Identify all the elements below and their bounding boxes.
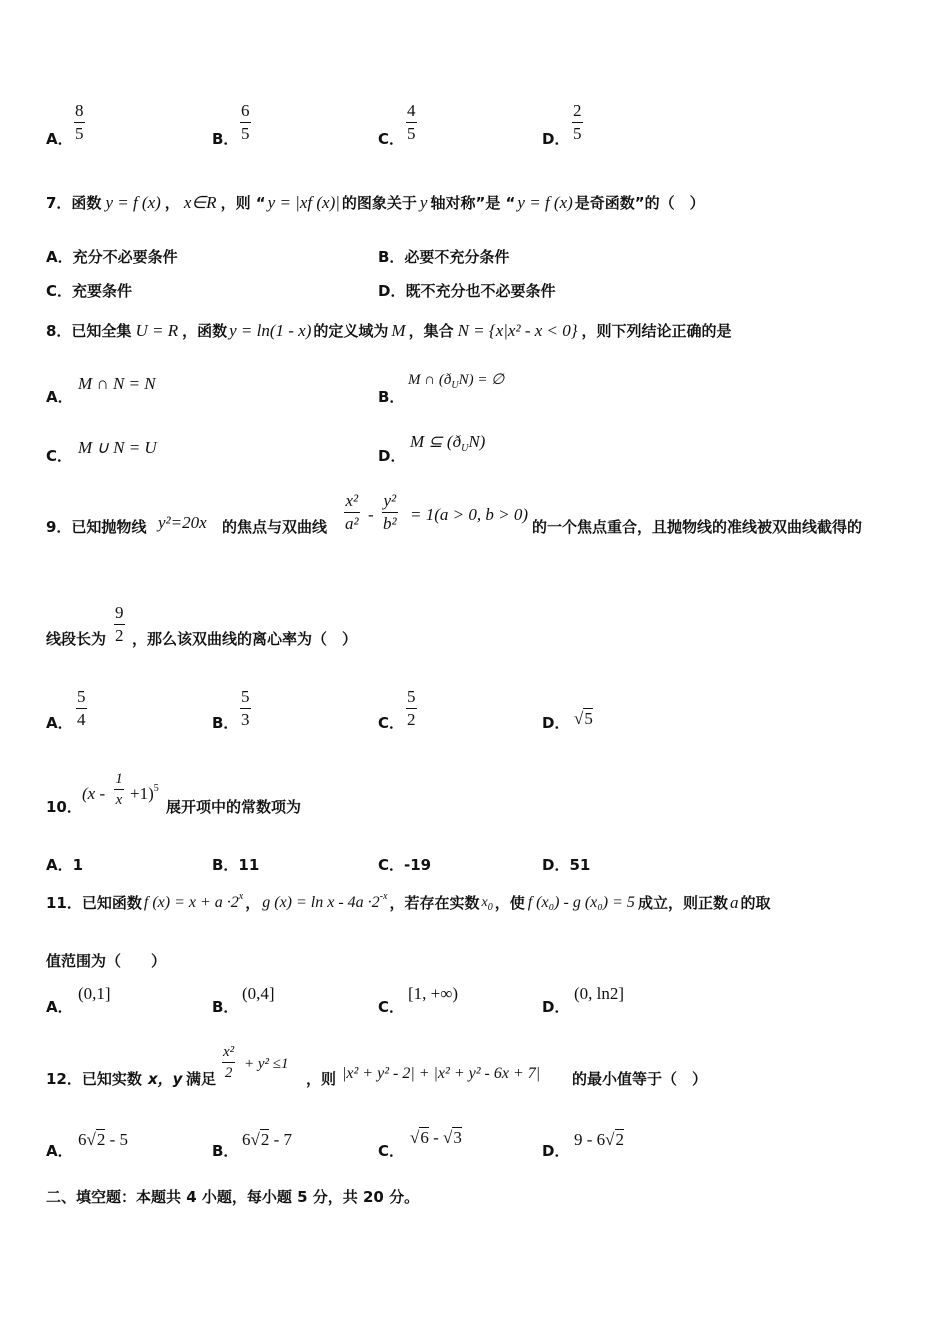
q10-expr-fraction: 1 x: [115, 771, 123, 808]
q10-option-d: D．51: [542, 856, 591, 874]
q6-d-label: D．: [542, 130, 570, 148]
q12-b-label: B．: [212, 1142, 239, 1160]
q12-text-2: ，则: [306, 1070, 337, 1088]
q6-a-fraction: 8 5: [75, 101, 84, 143]
q8-c-label: C．: [46, 447, 73, 465]
q9-c-fraction: 5 2: [407, 687, 416, 729]
q9-text-1: 的焦点与双曲线: [222, 518, 328, 536]
q11-b-option: (0,4]: [242, 984, 275, 1003]
q9-number: 9．已知抛物线: [46, 518, 147, 536]
q10-text: 展开项中的常数项为: [166, 798, 302, 816]
q9-d-label: D．: [542, 714, 570, 732]
q11-d-option: (0, ln2]: [574, 984, 625, 1003]
q10-option-c: C．-19: [378, 856, 432, 874]
q9-d-sqrt: √5: [574, 709, 593, 728]
q12-c-option: √6 - √3: [410, 1128, 462, 1147]
q8-b-label: B．: [378, 388, 405, 406]
q9-parabola: y²=20x: [158, 513, 207, 532]
q6-b-label: B．: [212, 130, 239, 148]
q6-a-label: A．: [46, 130, 73, 148]
q9-b-fraction: 5 3: [241, 687, 250, 729]
q12-c-label: C．: [378, 1142, 405, 1160]
q11-a-label: A．: [46, 998, 73, 1016]
q12-number: 12．已知实数: [46, 1070, 142, 1088]
q9-condition: = 1(a > 0, b > 0): [410, 505, 528, 524]
q11-line2: 值范围为（ ）: [46, 952, 167, 970]
q9-frac-x: x² a²: [345, 491, 359, 533]
q9-line2-a: 线段长为: [46, 630, 107, 648]
q6-d-fraction: 2 5: [573, 101, 582, 143]
q12-d-label: D．: [542, 1142, 570, 1160]
section-2-heading: 二、填空题：本题共 4 小题，每小题 5 分，共 20 分。: [46, 1188, 420, 1206]
q11-c-option: [1, +∞): [408, 984, 459, 1003]
q9-text-2: 的一个焦点重合，且抛物线的准线被双曲线截得的: [532, 518, 863, 536]
q7-option-a: A．充分不必要条件: [46, 248, 178, 266]
q9-minus: -: [368, 505, 374, 524]
q7-option-b: B．必要不充分条件: [378, 248, 510, 266]
q8-c-formula: M ∪ N = U: [78, 438, 157, 457]
q9-a-label: A．: [46, 714, 73, 732]
q9-a-fraction: 5 4: [77, 687, 86, 729]
q10-number: 10．: [46, 798, 82, 816]
q12-text-1: 满足: [186, 1070, 217, 1088]
q12-a-option: 6√2 - 5: [78, 1130, 129, 1149]
q10-option-a: A．1: [46, 856, 84, 874]
q7-option-c: C．充要条件: [46, 282, 133, 300]
q9-length-fraction: 9 2: [115, 603, 124, 645]
q8-a-formula: M ∩ N = N: [78, 374, 156, 393]
q12-xy: x，y: [148, 1070, 183, 1088]
q9-c-label: C．: [378, 714, 405, 732]
q11-stem: 11．已知函数 f $(x) = x + a \cdot 2^x$ ， g $(x) = \ln x - 4a \cdot 2^{-x}$ ，若存在实数 $x_0$ ，使 f (x₀) - g (x₀) = 5 成立，则正数 a 的取: [46, 890, 771, 913]
q9-b-label: B．: [212, 714, 239, 732]
q7-option-d: D．既不充分也不必要条件: [378, 282, 556, 300]
q8-d-formula: M ⊆ $(ð_UN)$: [410, 432, 486, 454]
q11-b-label: B．: [212, 998, 239, 1016]
q12-constraint-rest: + y² ≤1: [244, 1056, 289, 1072]
q12-text-3: 的最小值等于（ ）: [572, 1070, 708, 1088]
q8-a-label: A．: [46, 388, 73, 406]
q7-stem: 7．函数 y = f (x) ， x∈R ，则 “ y = |xf (x)| 的图象关于 y 轴对称”是 “ y = f (x) 是奇函数”的（ ）: [46, 192, 705, 212]
q6-c-fraction: 4 5: [407, 101, 416, 143]
q8-stem: 8．已知全集 U = R ，函数 y = ln(1 - x) 的定义域为 M ，集合 N = {x|x² - x < 0} ，则下列结论正确的是: [46, 320, 732, 340]
q11-c-label: C．: [378, 998, 405, 1016]
q10-expr-b: +1)$^5$: [130, 783, 159, 803]
q11-d-label: D．: [542, 998, 570, 1016]
q12-expression: |x² + y² - 2| + |x² + y² - 6x + 7|: [342, 1065, 541, 1082]
q8-d-label: D．: [378, 447, 406, 465]
q9-frac-y: y² b²: [383, 491, 397, 533]
q12-d-option: 9 - 6√2: [574, 1130, 625, 1149]
q10-expr-a: (x -: [82, 784, 106, 803]
q11-a-option: (0,1]: [78, 984, 111, 1003]
q12-a-label: A．: [46, 1142, 73, 1160]
q6-b-fraction: 6 5: [241, 101, 250, 143]
q12-constraint-fraction: x² 2: [223, 1044, 235, 1081]
q8-b-formula: M ∩ $(ð_UN)$ = ∅: [408, 372, 505, 391]
q6-c-label: C．: [378, 130, 405, 148]
q10-option-b: B．11: [212, 856, 260, 874]
q9-line2-b: ，那么该双曲线的离心率为（ ）: [132, 630, 358, 648]
q12-b-option: 6√2 - 7: [242, 1130, 293, 1149]
